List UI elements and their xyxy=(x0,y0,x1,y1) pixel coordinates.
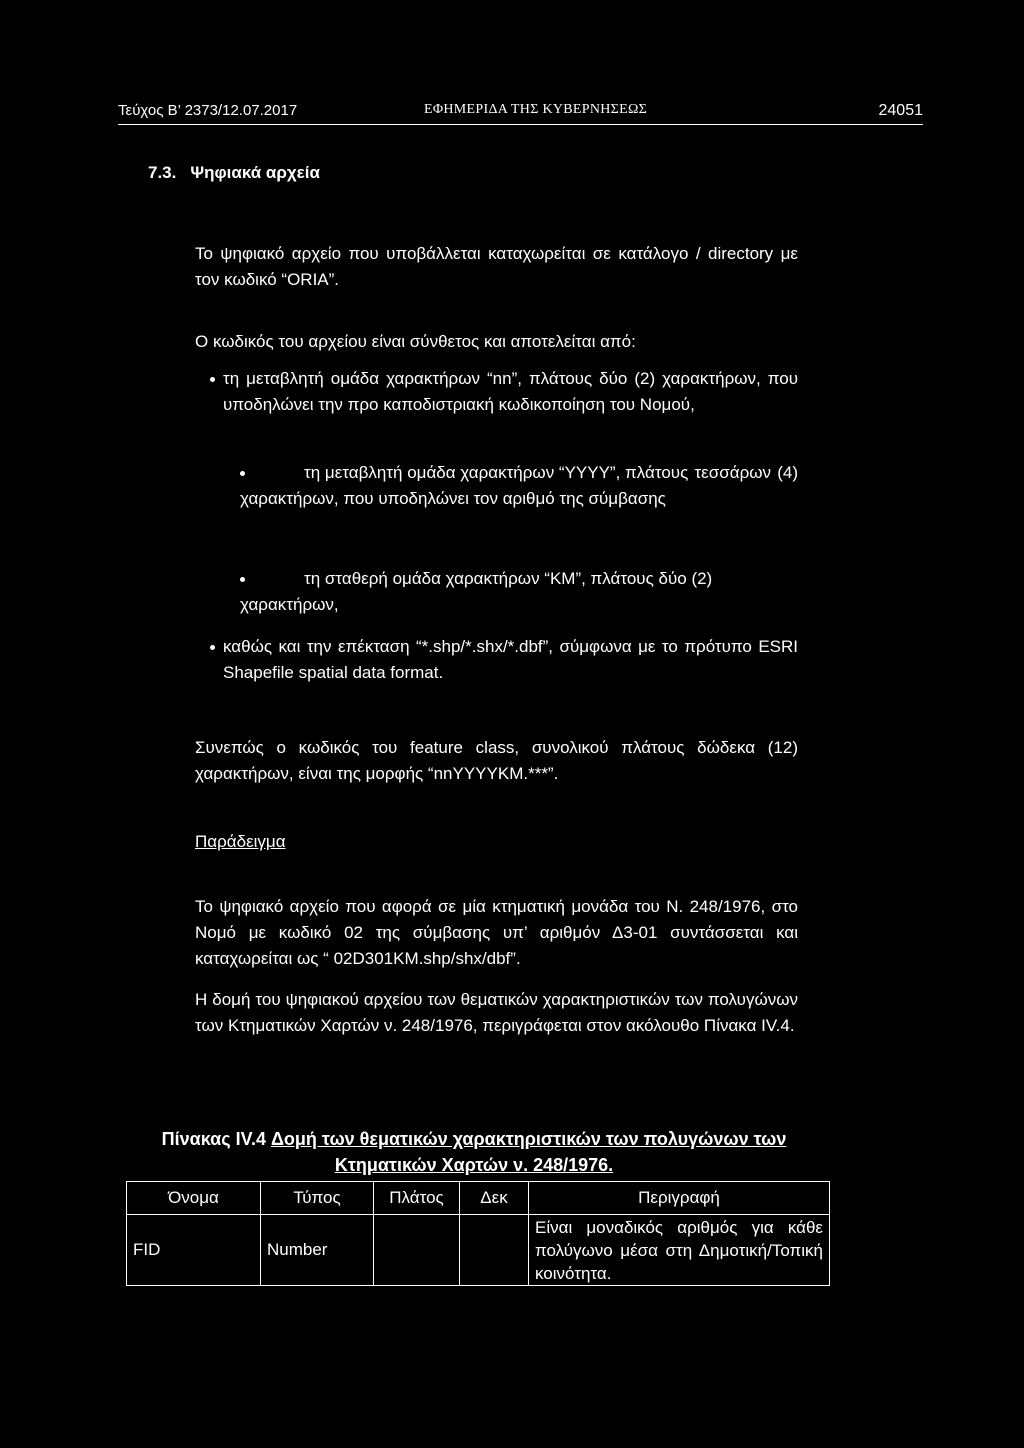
section-title xyxy=(148,163,320,183)
column-header-name: Όνομα xyxy=(127,1182,261,1215)
page-header xyxy=(118,100,923,125)
table-caption-text: Δομή των θεματικών χαρακτηριστικών των πολυγώνων των Κτηματικών Χαρτών ν. 248/1976. xyxy=(270,1129,787,1175)
page-number: 24051 xyxy=(878,102,923,119)
bullet-icon xyxy=(240,577,245,582)
structure-paragraph: Η δομή του ψηφιακού αρχείου των θεματικών χαρακτηριστικών των πολυγώνων των Κτηματικών Χαρτών ν. 248/1976, περιγράφεται στον ακόλουθο Πίνακα IV.4. xyxy=(195,990,798,1035)
fields-table xyxy=(126,1181,830,1286)
example-heading: Παράδειγμα xyxy=(195,832,286,851)
cell-type: Number xyxy=(261,1215,374,1286)
issue-reference: Τεύχος Β’ 2373/12.07.2017 xyxy=(118,102,298,119)
table-header-row xyxy=(127,1182,830,1215)
column-header-type: Τύπος xyxy=(261,1182,374,1215)
journal-title: ΕΦΗΜΕΡΙΔΑ ΤΗΣ ΚΥΒΕΡΝΗΣΕΩΣ xyxy=(424,102,648,117)
cell-description: Είναι μοναδικός αριθμός για κάθε πολύγωνο μέσα στη Δημοτική/Τοπική κοινότητα. xyxy=(529,1215,830,1286)
intro-paragraph: Το ψηφιακό αρχείο που υποβάλλεται καταχωρείται σε κατάλογο / directory με τον κωδικό “ORIA”. xyxy=(195,244,798,289)
section-title-text: Ψηφιακά αρχεία xyxy=(190,163,320,182)
bullet-item-nn xyxy=(223,366,798,418)
conclusion-paragraph: Συνεπώς ο κωδικός του feature class, συνολικού πλάτους δώδεκα (12) χαρακτήρων, είναι της μορφής “nnYYYYKM.***”. xyxy=(195,738,798,783)
bullet-icon xyxy=(240,471,245,476)
cell-name: FID xyxy=(127,1215,261,1286)
bullet-text: καθώς και την επέκταση “*.shp/*.shx/*.dbf”, σύμφωνα με το πρότυπο ESRI Shapefile spatial data format. xyxy=(223,637,798,682)
bullet-text-first-line: τη σταθερή ομάδα χαρακτήρων “KM”, πλάτους δύο (2) xyxy=(304,569,713,588)
bullet-icon xyxy=(210,645,215,650)
bullet-text-first-line: τη μεταβλητή ομάδα χαρακτήρων “YYYY”, πλάτους xyxy=(304,463,689,482)
bullet-item-yyyy xyxy=(240,460,798,512)
bullet-text: τη μεταβλητή ομάδα χαρακτήρων “nn”, πλάτους δύο (2) χαρακτήρων, που υποδηλώνει την προ καποδιστριακή κωδικοποίηση του Νομού, xyxy=(223,369,798,414)
table-row xyxy=(127,1215,830,1286)
table-caption-label: Πίνακας IV.4 xyxy=(161,1129,266,1149)
cell-width xyxy=(374,1215,460,1286)
bullet-item-km xyxy=(240,566,798,618)
bullet-item-extension xyxy=(223,634,798,686)
bullet-text-continuation: χαρακτήρων, xyxy=(240,595,339,614)
column-header-description: Περιγραφή xyxy=(529,1182,830,1215)
section-number: 7.3. xyxy=(148,163,177,182)
column-header-width: Πλάτος xyxy=(374,1182,460,1215)
column-header-decimals: Δεκ xyxy=(460,1182,529,1215)
example-paragraph: Το ψηφιακό αρχείο που αφορά σε μία κτηματική μονάδα του Ν. 248/1976, στο Νομό με κωδικό 02 της σύμβασης υπ’ αριθμόν Δ3-01 συντάσσεται και καταχωρείται ως “ 02D301KM.shp/shx/dbf”. xyxy=(195,897,798,968)
cell-decimals xyxy=(460,1215,529,1286)
bullet-icon xyxy=(210,377,215,382)
bullet-text-continuation: τεσσάρων (4) χαρακτήρων, που υποδηλώνει τον αριθμό της σύμβασης xyxy=(240,463,798,508)
table-caption xyxy=(140,1126,808,1178)
composition-paragraph: Ο κωδικός του αρχείου είναι σύνθετος και αποτελείται από: xyxy=(195,332,636,351)
